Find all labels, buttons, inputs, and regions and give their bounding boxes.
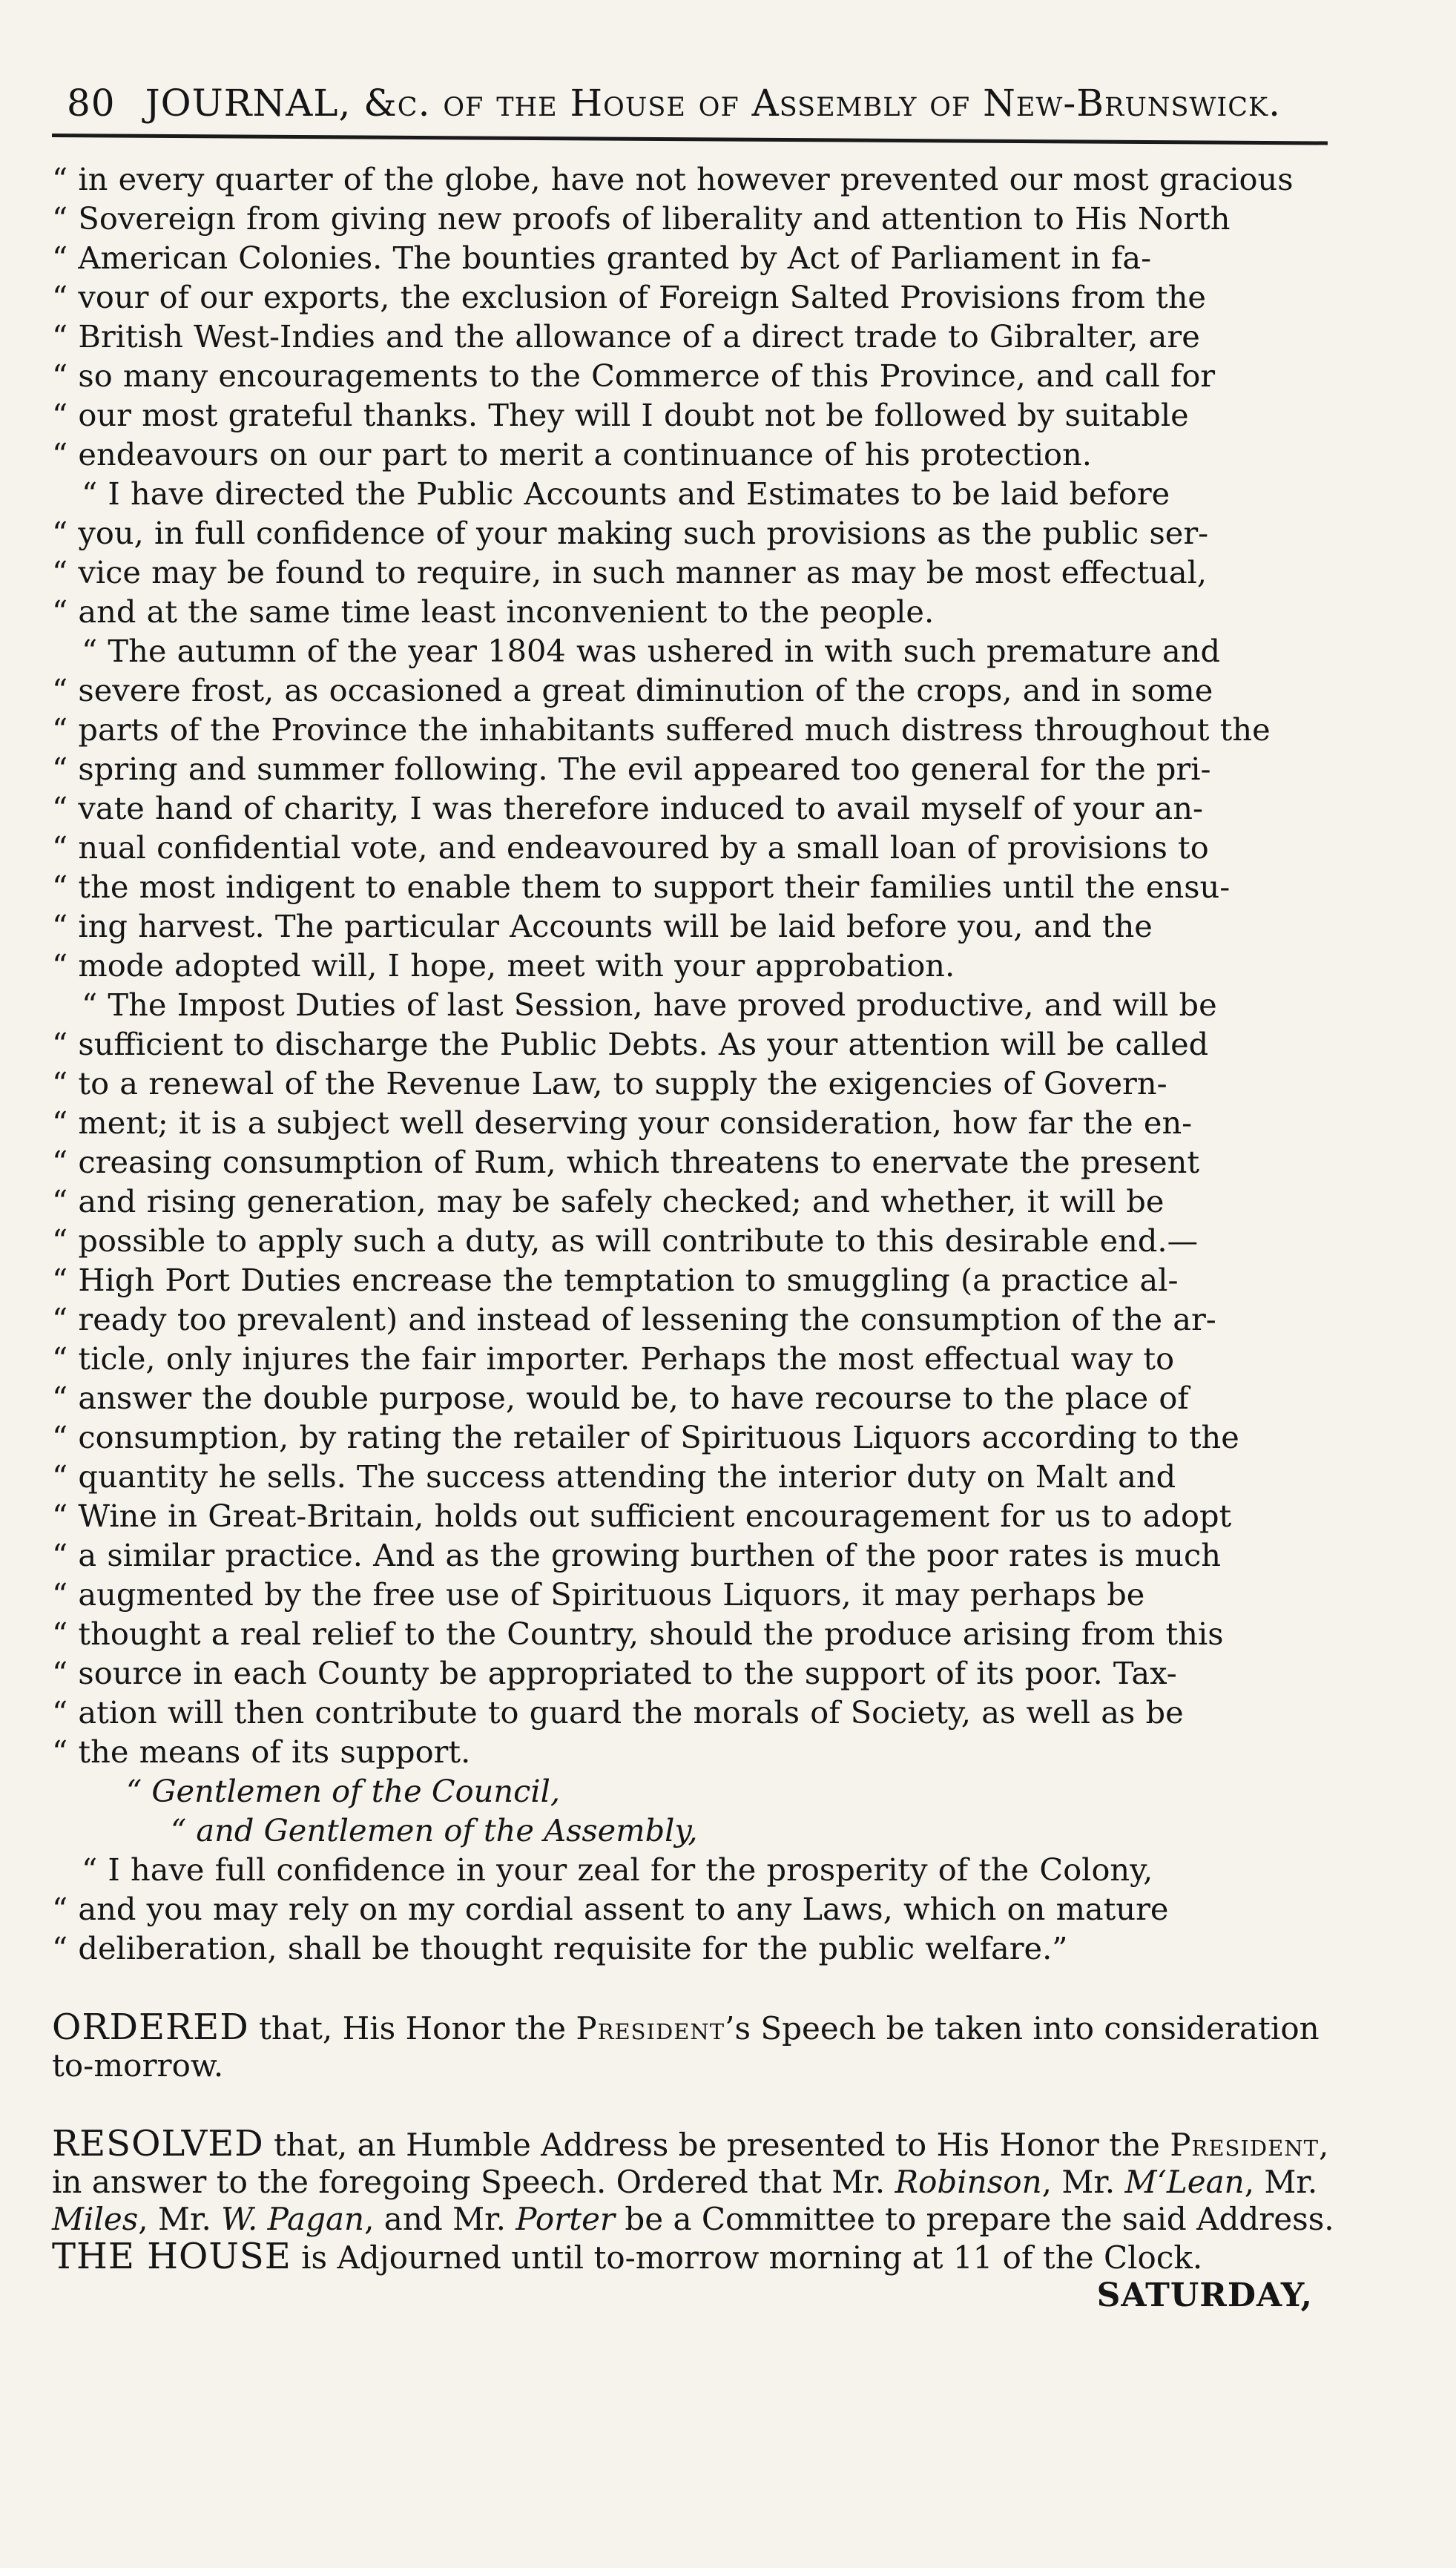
text-line: “ I have full confidence in your zeal for the prosperity of the Colony, (82, 1851, 1153, 1888)
catchword: SATURDAY, (1096, 2276, 1313, 2314)
text-line: “ ation will then contribute to guard the morals of Society, as well as be (52, 1694, 1184, 1731)
journal-page (52, 82, 1335, 2314)
text-line: “ a similar practice. And as the growing burthen of the poor rates is much (52, 1537, 1222, 1573)
text-line: “ parts of the Province the inhabitants suffered much distress throughout the (52, 711, 1271, 748)
member-name: W. Pagan (221, 2201, 365, 2237)
resolved-text: , Mr. (1244, 2164, 1318, 2200)
ordered-lead: ORDERED (52, 2006, 249, 2048)
text-line: “ endeavours on our part to merit a continuance of his protection. (52, 436, 1092, 473)
text-line: “ severe frost, as occasioned a great diminution of the crops, and in some (52, 672, 1213, 708)
member-name: Robinson (895, 2164, 1042, 2200)
text-line: “ vice may be found to require, in such manner as may be most effectual, (52, 554, 1208, 590)
text-line: “ sufficient to discharge the Public Debts. As your attention will be called (52, 1026, 1209, 1062)
text-line: “ answer the double purpose, would be, to have recourse to the place of (52, 1380, 1189, 1416)
text-line: “ thought a real relief to the Country, should the produce arising from this (52, 1616, 1224, 1652)
text-line: “ The Impost Duties of last Session, have proved productive, and will be (82, 987, 1217, 1023)
member-name: Porter (515, 2201, 616, 2237)
ordered-text-end: ’s Speech be taken into consideration to-morrow. (52, 2010, 1320, 2084)
text-line: “ quantity he sells. The success attending the interior duty on Malt and (52, 1458, 1176, 1495)
member-name: M‘Lean (1124, 2164, 1245, 2200)
resolved-entry (52, 2125, 1335, 2276)
text-line: “ American Colonies. The bounties granted by Act of Parliament in fa- (52, 240, 1152, 276)
text-line: “ and rising generation, may be safely checked; and whether, it will be (52, 1183, 1165, 1219)
text-line: “ Sovereign from giving new proofs of liberality and attention to His North (52, 200, 1231, 237)
text-line: “ in every quarter of the globe, have not however prevented our most gracious (52, 161, 1294, 197)
text-line: “ High Port Duties encrease the temptation to smuggling (a practice al- (52, 1262, 1179, 1298)
text-line: “ possible to apply such a duty, as will contribute to this desirable end.— (52, 1222, 1199, 1259)
ordered-text: that, His Honor the (248, 2010, 576, 2047)
text-line: “ source in each County be appropriated to the support of its poor. Tax- (52, 1655, 1177, 1691)
text-line: “ and you may rely on my cordial assent to any Laws, which on mature (52, 1891, 1169, 1927)
running-title: JOURNAL, &c. of the House of Assembly of New-Brunswick. (145, 82, 1282, 125)
resolved-text: , and Mr. (364, 2201, 516, 2237)
text-line: “ to a renewal of the Revenue Law, to supply the exigencies of Govern- (52, 1065, 1167, 1102)
resolved-lead: RESOLVED (52, 2123, 264, 2164)
resolved-text: , Mr. (138, 2201, 222, 2237)
text-line: “ deliberation, shall be thought requisite for the public welfare.” (52, 1930, 1068, 1966)
text-line: “ vour of our exports, the exclusion of Foreign Salted Provisions from the (52, 279, 1206, 315)
closing-text (52, 1850, 1335, 1968)
text-line: “ vate hand of charity, I was therefore induced to avail myself of your an- (52, 790, 1204, 826)
text-line: “ the means of its support. (52, 1734, 471, 1770)
text-line: “ Wine in Great-Britain, holds out sufficient encouragement for us to adopt (52, 1498, 1232, 1534)
text-line: “ I have directed the Public Accounts and Estimates to be laid before (82, 475, 1170, 512)
text-line: “ consumption, by rating the retailer of Spirituous Liquors according to the (52, 1419, 1239, 1455)
ordered-entry (52, 2006, 1335, 2084)
text-line: “ The autumn of the year 1804 was ushered in with such premature and (82, 633, 1221, 669)
text-line: “ and at the same time least inconvenient to the people. (52, 593, 935, 630)
adjourned-lead: THE HOUSE (52, 2236, 291, 2277)
resolved-text: that, an Humble Address be presented to His Honor the (263, 2127, 1170, 2163)
text-line: “ our most grateful thanks. They will I doubt not be followed by suitable (52, 397, 1189, 433)
text-line: “ mode adopted will, I hope, meet with your approbation. (52, 947, 955, 984)
text-line: “ so many encouragements to the Commerce of this Province, and call for (52, 358, 1216, 394)
text-line: “ augmented by the free use of Spirituous Liquors, it may perhaps be (52, 1576, 1145, 1613)
page-header (52, 82, 1335, 125)
page-number: 80 (67, 82, 116, 125)
president-title: President (576, 2010, 725, 2047)
text-line: “ you, in full confidence of your making such provisions as the public ser- (52, 515, 1209, 551)
text-line: “ ticle, only injures the fair importer. Perhaps the most effectual way to (52, 1340, 1175, 1377)
resolved-text: be a Committee to prepare the said Address. (615, 2201, 1334, 2237)
president-title: President (1170, 2127, 1320, 2163)
text-line: “ ing harvest. The particular Accounts will be laid before you, and the (52, 908, 1153, 944)
text-line: “ ment; it is a subject well deserving your consideration, how far the en- (52, 1104, 1193, 1141)
resolved-text: , in answer to the foregoing Speech. Ordered that Mr. (52, 2127, 1329, 2200)
speech-text (52, 159, 1335, 1771)
resolved-text: , Mr. (1041, 2164, 1125, 2200)
text-line: “ spring and summer following. The evil appeared too general for the pri- (52, 751, 1211, 787)
member-name: Miles (52, 2201, 139, 2237)
adjourned-text: is Adjourned until to-morrow morning at 11 of the Clock. (291, 2239, 1203, 2276)
text-line: “ the most indigent to enable them to support their families until the ensu- (52, 869, 1231, 905)
text-line: “ ready too prevalent) and instead of lessening the consumption of the ar- (52, 1301, 1216, 1337)
salutation-council: “ Gentlemen of the Council, (126, 1773, 561, 1809)
text-line: “ creasing consumption of Rum, which threatens to enervate the present (52, 1144, 1200, 1180)
text-line: “ nual confidential vote, and endeavoured by a small loan of provisions to (52, 829, 1209, 866)
journal-body (52, 159, 1335, 2314)
header-rule (52, 134, 1328, 145)
text-line: “ British West-Indies and the allowance of a direct trade to Gibralter, are (52, 318, 1200, 355)
salutation-assembly: “ and Gentlemen of the Assembly, (171, 1812, 698, 1848)
